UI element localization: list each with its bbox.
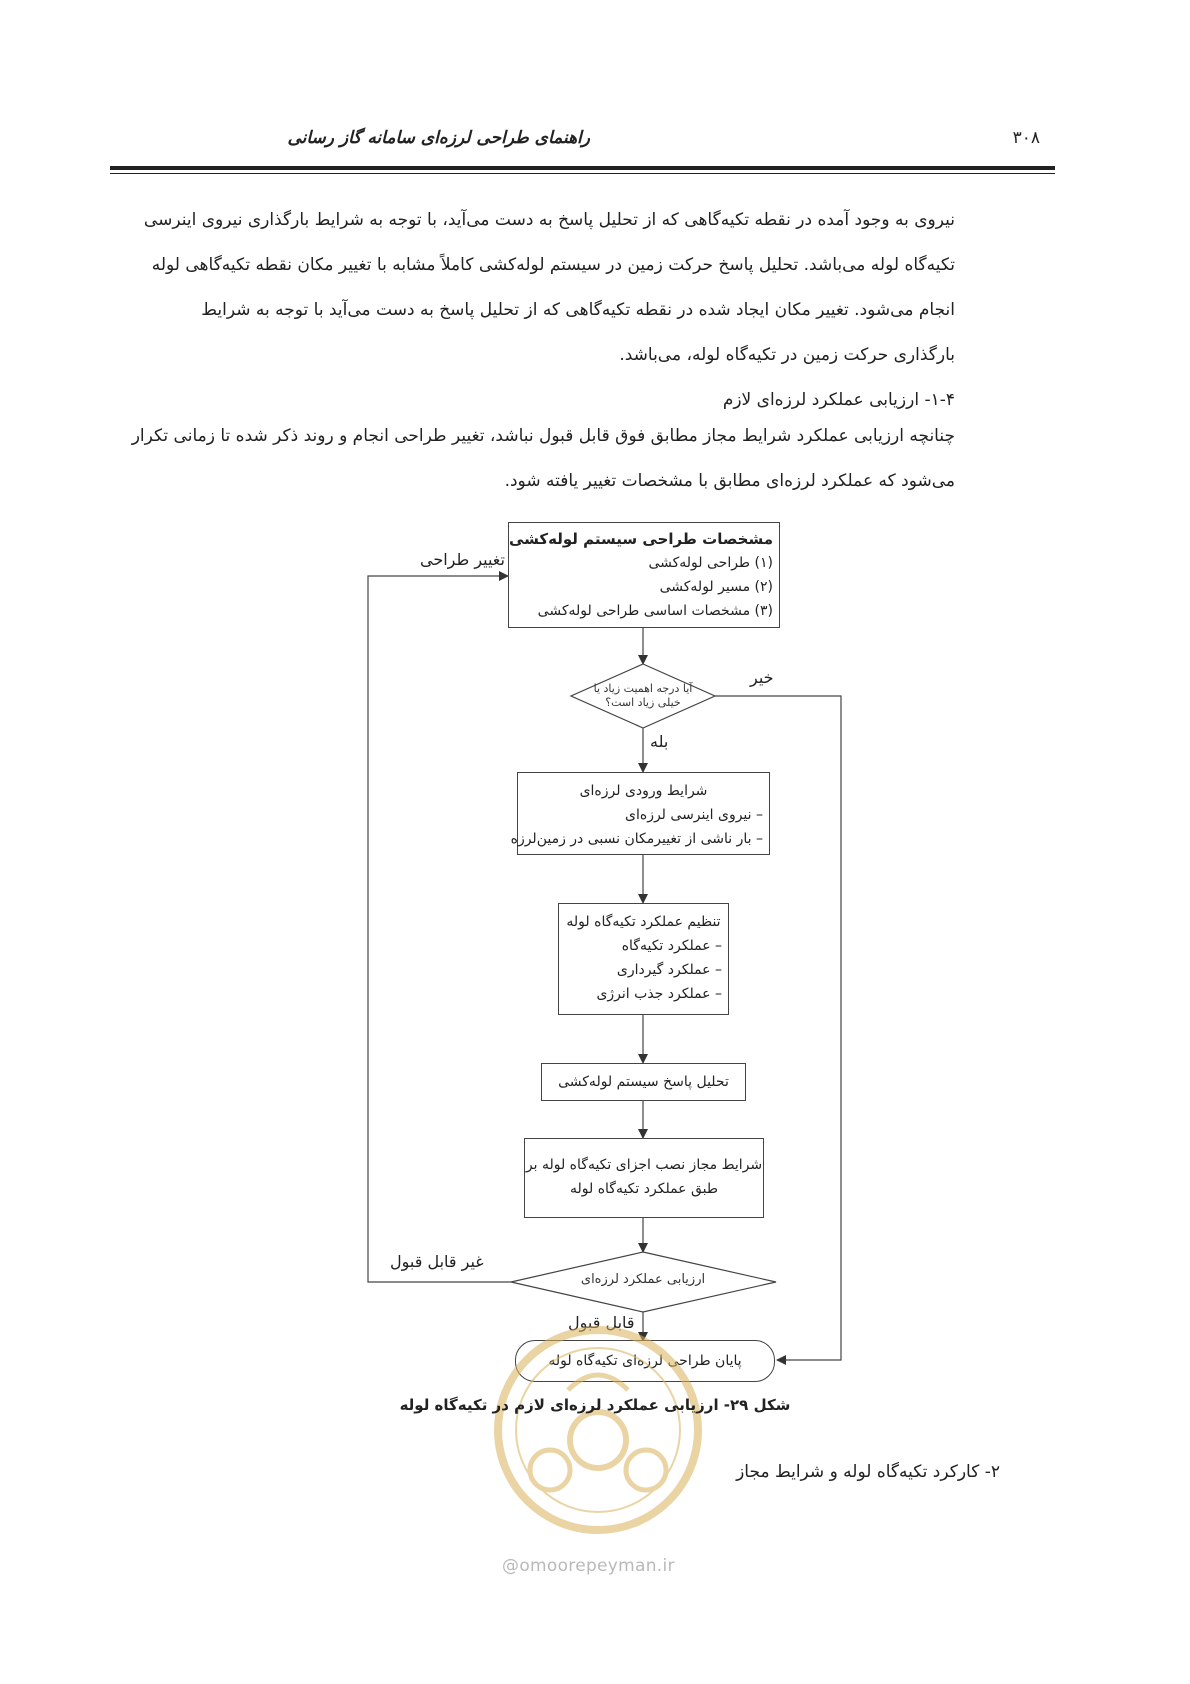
flowchart-terminal-end: پایان طراحی لرزه‌ای تکیه‌گاه لوله xyxy=(515,1340,775,1382)
paragraph-line: می‌شود که عملکرد لرزه‌ای مطابق با مشخصات تغییر یافته شود. xyxy=(504,471,955,491)
arrow-redesign-loop xyxy=(368,576,511,1282)
box-item: (۲) مسیر لوله‌کشی xyxy=(659,579,773,595)
paragraph-line: بارگذاری حرکت زمین در تکیه‌گاه لوله، می‌باشد. xyxy=(619,345,955,365)
box-item: – نیروی اینرسی لرزه‌ای xyxy=(625,807,763,823)
flowchart-box-design-specs xyxy=(508,522,780,628)
watermark-url xyxy=(502,1556,675,1576)
flowchart-box-support-performance xyxy=(558,903,729,1015)
label-acceptable: قابل قبول xyxy=(568,1313,635,1332)
label-no: خیر xyxy=(750,668,774,687)
running-header-title: راهنمای طراحی لرزه‌ای سامانه گاز رسانی xyxy=(287,128,590,148)
flowchart-box-response-analysis: تحلیل پاسخ سیستم لوله‌کشی xyxy=(541,1063,746,1101)
box-title: مشخصات طراحی سیستم لوله‌کشی xyxy=(508,530,773,548)
box-title: شرایط ورودی لرزه‌ای xyxy=(579,783,708,799)
box-item: – عملکرد تکیه‌گاه xyxy=(621,938,722,954)
box-line: شرایط مجاز نصب اجزای تکیه‌گاه لوله بر xyxy=(525,1157,763,1173)
decision2-text: ارزیابی عملکرد لرزه‌ای xyxy=(580,1272,706,1287)
section-2-heading: ۲- کارکرد تکیه‌گاه لوله و شرایط مجاز xyxy=(736,1462,1000,1482)
flowchart-box-allowable-conditions xyxy=(524,1138,764,1218)
decision1-line: آیا درجه اهمیت زیاد یا xyxy=(593,682,693,695)
box-item: – بار ناشی از تغییرمکان نسبی در زمین‌لرزه xyxy=(510,831,763,847)
decision1-text xyxy=(583,682,703,710)
watermark-seal-icon xyxy=(488,1320,708,1540)
box-title: تنظیم عملکرد تکیه‌گاه لوله xyxy=(566,914,721,930)
figure-caption: شکل ۲۹- ارزیابی عملکرد لرزه‌ای لازم در تکیه‌گاه لوله xyxy=(399,1396,791,1414)
section-heading: ۱-۴- ارزیابی عملکرد لرزه‌ای لازم xyxy=(722,390,955,410)
box-item: – عملکرد جذب انرژی xyxy=(596,986,722,1002)
box-item: – عملکرد گیرداری xyxy=(616,962,722,978)
page-number: ۳۰۸ xyxy=(1012,128,1040,148)
label-redesign: تغییر طراحی xyxy=(420,550,505,569)
paragraph-line: چنانچه ارزیابی عملکرد شرایط مجاز مطابق فوق قابل قبول نباشد، تغییر طراحی انجام و روند ذکر شده تا زمانی تکرار xyxy=(131,426,955,446)
box-item: (۱) طراحی لوله‌کشی xyxy=(648,555,773,571)
paragraph-line: انجام می‌شود. تغییر مکان ایجاد شده در نقطه تکیه‌گاهی که از تحلیل پاسخ به دست می‌آید با توجه به شرایط xyxy=(201,300,955,320)
paragraph-line: تکیه‌گاه لوله می‌باشد. تحلیل پاسخ حرکت زمین در سیستم لوله‌کشی کاملاً مشابه با تغییر مکان نقطه تکیه‌گاهی لوله xyxy=(151,255,955,275)
flowchart-box-seismic-input xyxy=(510,772,770,855)
decision1-line: خیلی زیاد است؟ xyxy=(605,696,681,709)
at-icon: @ xyxy=(502,1556,520,1576)
box-line: طبق عملکرد تکیه‌گاه لوله xyxy=(569,1181,719,1197)
paragraph-line: نیروی به وجود آمده در نقطه تکیه‌گاهی که از تحلیل پاسخ به دست می‌آید، با توجه به شرایط بارگذاری نیروی اینرسی xyxy=(143,210,955,230)
label-unacceptable: غیر قابل قبول xyxy=(390,1252,484,1271)
box-item: (۳) مشخصات اساسی طراحی لوله‌کشی xyxy=(537,603,773,619)
label-yes: بله xyxy=(650,732,669,751)
watermark-url-text: omoorepeyman.ir xyxy=(519,1556,675,1576)
